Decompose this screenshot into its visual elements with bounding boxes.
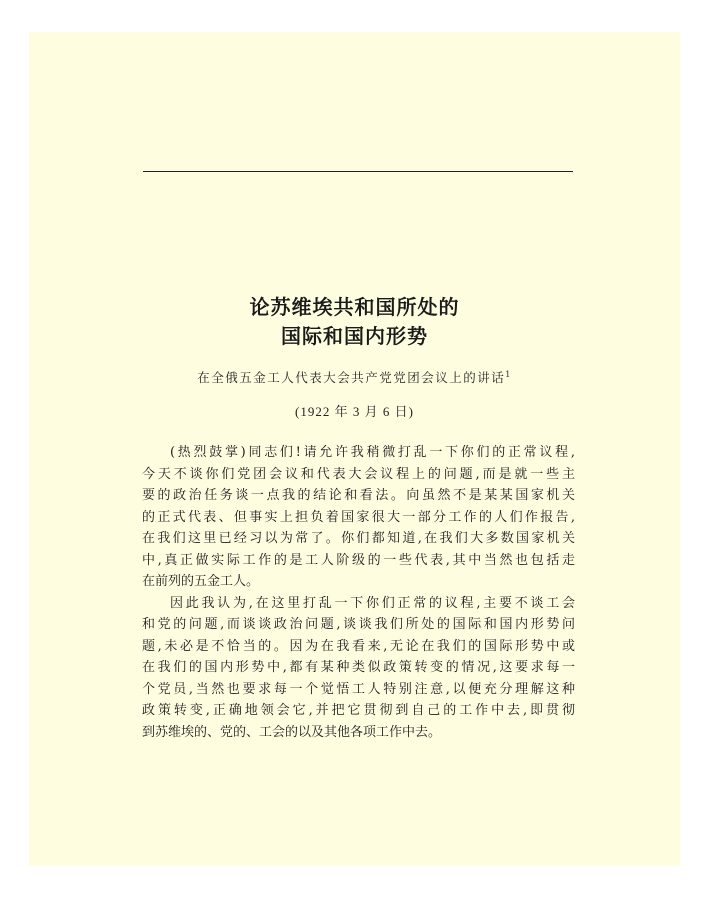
book-page <box>29 32 680 866</box>
top-rule <box>143 171 573 172</box>
text-line: 今天不谈你们党团会议和代表大会议程上的问题,而是就一些主 <box>142 466 575 482</box>
paragraph-1 <box>142 442 575 593</box>
text-line: 因此我认为,在这里打乱一下你们正常的议程,主要不谈工会 <box>170 595 575 611</box>
text-line: 题,未必是不恰当的。因为在我看来,无论在我们的国际形势中或 <box>142 638 575 654</box>
subtitle <box>29 368 680 386</box>
article-body <box>142 442 575 743</box>
text-line: 个党员,当然也要求每一个觉悟工人特别注意,以便充分理解这种 <box>142 681 575 697</box>
text-line: 在我们的国内形势中,都有某种类似政策转变的情况,这要求每一 <box>142 660 575 675</box>
subtitle-text: 在全俄五金工人代表大会共产党党团会议上的讲话 <box>197 370 506 385</box>
paragraph-2 <box>142 593 575 744</box>
text-line: (热烈鼓掌)同志们!请允许我稍微打乱一下你们的正常议程, <box>170 445 575 460</box>
footnote-marker: 1 <box>505 369 512 379</box>
title-line-2: 国际和国内形势 <box>281 324 428 348</box>
text-line: 和党的问题,而谈谈政治问题,谈谈我们所处的国际和国内形势问 <box>142 617 575 632</box>
speech-date: (1922 年 3 月 6 日) <box>295 404 414 419</box>
text-line: 到苏维埃的、党的、工会的以及其他各项工作中去。 <box>142 724 442 740</box>
text-line: 政策转变,正确地领会它,并把它贯彻到自己的工作中去,即贯彻 <box>142 703 575 718</box>
text-line: 的正式代表、但事实上担负着国家很大一部分工作的人们作报告, <box>142 509 575 525</box>
text-line: 中,真正做实际工作的是工人阶级的一些代表,其中当然也包括走 <box>142 552 575 568</box>
text-line: 要的政治任务谈一点我的结论和看法。向虽然不是某某国家机关 <box>142 488 575 503</box>
text-line: 在前列的五金工人。 <box>142 574 260 589</box>
title-line-1: 论苏维埃共和国所处的 <box>249 295 460 319</box>
text-line: 在我们这里已经习以为常了。你们都知道,在我们大多数国家机关 <box>142 531 575 546</box>
